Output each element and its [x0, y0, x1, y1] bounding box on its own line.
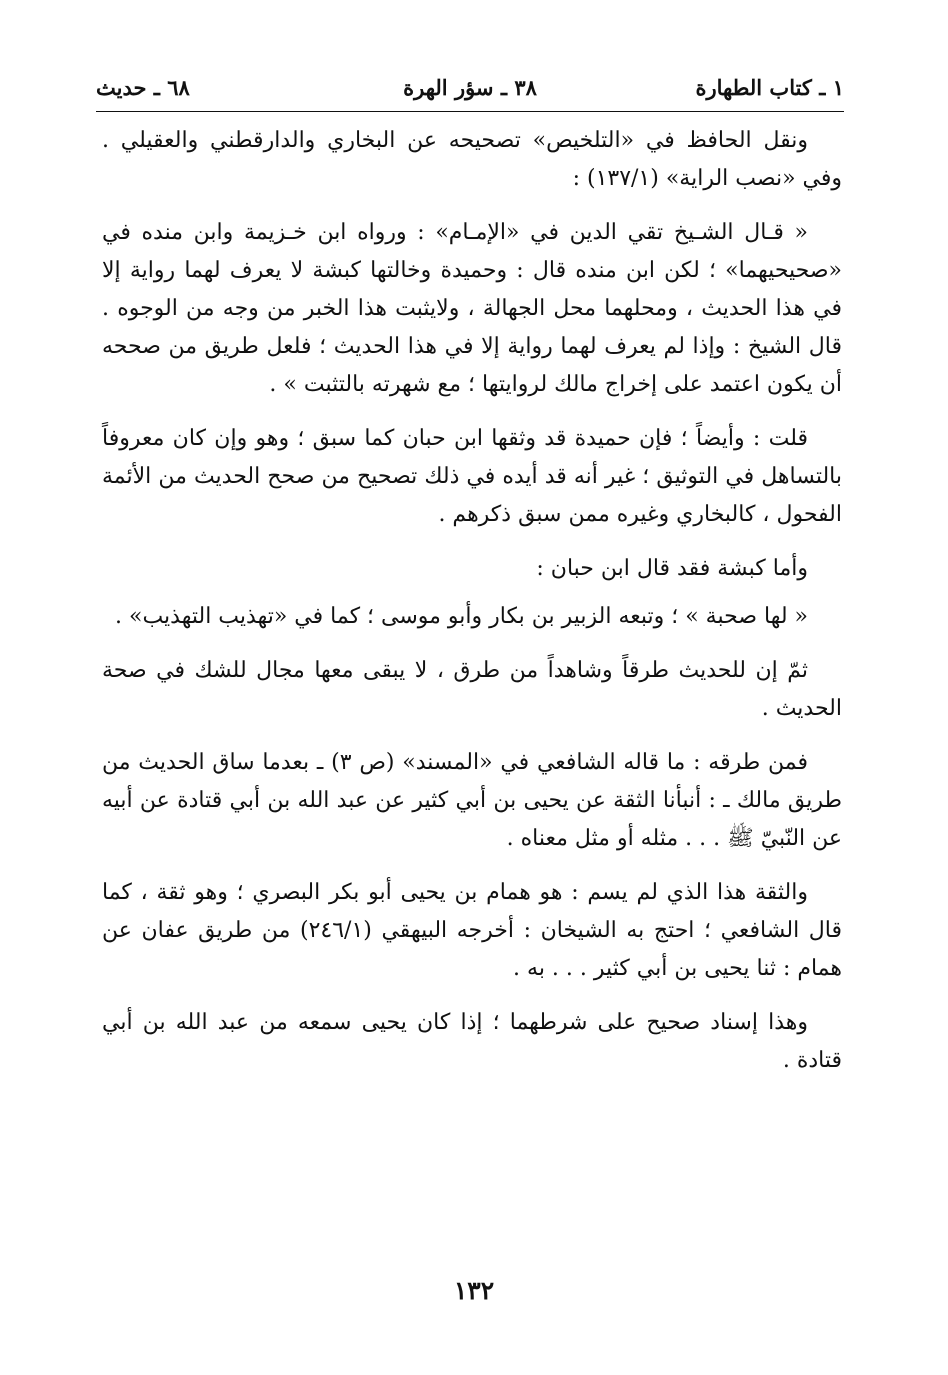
header-hadith-number: ٦٨ ـ حديث	[96, 74, 190, 100]
paragraph-quote-imam: « قـال الشـيخ تقي الدين في «الإمـام» : ورواه ابن خـزيمة وابن منده في «صحيحيهما» ؛ لكن ابن منده قال : وحميدة وخالتها كبشة لا يعرف لهما رواية إلا في هذا الحديث ، ومحلهما محل الجهالة ، ولايثبت هذا الخبر من وجه من الوجوه . قال الشيخ : وإذا لم يعرف لهما رواية إلا في هذا الحديث ؛ فلعل طريق من صححه أن يكون اعتمد على إخراج مالك لروايتها ؛ مع شهرته بالتثبت » .	[102, 220, 842, 397]
paragraph-shafii: فمن طرقه : ما قاله الشافعي في «المسند» (ص ٣) ـ بعدما ساق الحديث من طريق مالك ـ : أنبأنا الثقة عن يحيى بن أبي كثير عن عبد الله بن أبي قتادة عن أبيه عن النّبيّ ﷺ . . . مثله أو مثل معناه .	[102, 750, 842, 851]
header-book-chapter: ١ ـ كتاب الطهارة	[695, 74, 844, 100]
paragraph-humaida: قلت : وأيضاً ؛ فإن حميدة قد وثقها ابن حبان كما سبق ؛ وهو وإن كان معروفاً بالتساهل في التوثيق ؛ غير أنه قد أيده في ذلك تصحيح من صحح الحديث من الأئمة الفحول ، كالبخاري وغيره ممن سبق ذكرهم .	[102, 426, 842, 527]
paragraph-suhba: « لها صحبة » ؛ وتبعه الزبير بن بكار وأبو موسى ؛ كما في «تهذيب التهذيب» .	[115, 604, 808, 629]
paragraph-kabsha: وأما كبشة فقد قال ابن حبان :	[536, 556, 808, 581]
header-divider	[96, 111, 844, 112]
running-header	[96, 66, 844, 108]
page-body	[102, 122, 842, 1096]
paragraph-talkhis: ونقل الحافظ في «التلخيص» تصحيحه عن البخاري والدارقطني والعقيلي . وفي «نصب الراية» (١٣٧/١) :	[102, 128, 842, 191]
paragraph-thiqa: والثقة هذا الذي لم يسم : هو همام بن يحيى أبو بكر البصري ؛ وهو ثقة ، كما قال الشافعي ؛ احتج به الشيخان : أخرجه البيهقي (٢٤٦/١) من طريق عفان عن همام : ثنا يحيى بن أبي كثير . . . به .	[102, 880, 843, 981]
paragraph-isnad: وهذا إسناد صحيح على شرطهما ؛ إذا كان يحيى سمعه من عبد الله بن أبي قتادة .	[102, 1010, 842, 1073]
page-number: ١٣٢	[453, 1276, 495, 1305]
paragraph-turuq: ثمّ إن للحديث طرقاً وشاهداً من طرق ، لا يبقى معها مجال للشك في صحة الحديث .	[102, 658, 842, 721]
header-section-title: ٣٨ ـ سؤر الهرة	[403, 74, 537, 100]
